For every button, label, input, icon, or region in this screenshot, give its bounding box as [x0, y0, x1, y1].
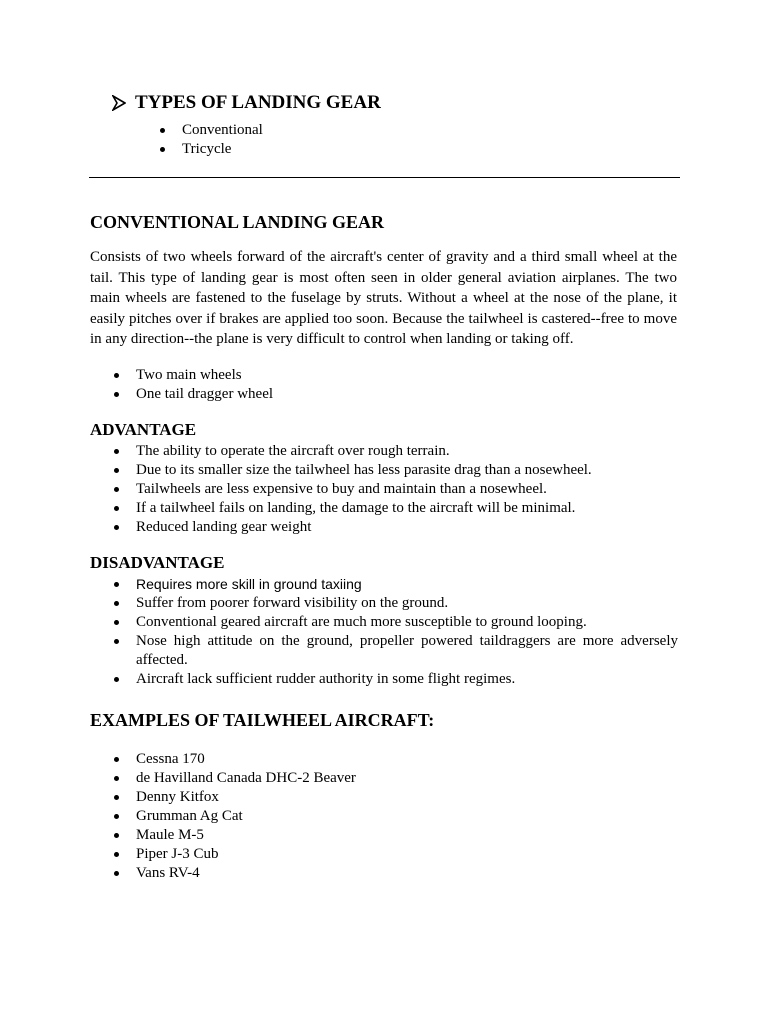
bullet-icon — [114, 852, 119, 857]
conventional-heading: CONVENTIONAL LANDING GEAR — [90, 212, 385, 232]
bullet-icon — [114, 757, 119, 762]
bullet-icon — [114, 487, 119, 492]
advantage-list — [112, 442, 678, 537]
bullet-icon — [114, 639, 119, 644]
advantage-heading: ADVANTAGE — [90, 420, 197, 439]
list-item: Nose high attitude on the ground, propeller powered taildraggers are more adversely affected. — [112, 632, 678, 670]
bullet-icon — [160, 128, 165, 133]
list-item: Tailwheels are less expensive to buy and maintain than a nosewheel. — [112, 480, 678, 499]
bullet-icon — [114, 582, 119, 587]
bullet-icon — [114, 449, 119, 454]
list-item: Aircraft lack sufficient rudder authority in some flight regimes. — [112, 670, 678, 689]
bullet-icon — [114, 776, 119, 781]
bullet-icon — [114, 601, 119, 606]
list-item: One tail dragger wheel — [112, 385, 678, 404]
list-item: Grumman Ag Cat — [112, 807, 678, 826]
disadvantage-heading: DISADVANTAGE — [90, 553, 225, 572]
list-item: Piper J-3 Cub — [112, 845, 678, 864]
bullet-icon — [114, 506, 119, 511]
examples-heading: EXAMPLES OF TAILWHEEL AIRCRAFT: — [90, 710, 435, 730]
types-list — [158, 121, 263, 159]
bullet-icon — [114, 871, 119, 876]
bullet-icon — [114, 525, 119, 530]
list-item: The ability to operate the aircraft over rough terrain. — [112, 442, 678, 461]
bullet-icon — [114, 620, 119, 625]
list-item: If a tailwheel fails on landing, the damage to the aircraft will be minimal. — [112, 499, 678, 518]
list-item: Denny Kitfox — [112, 788, 678, 807]
list-item: Cessna 170 — [112, 750, 678, 769]
list-item: Two main wheels — [112, 366, 678, 385]
bullet-icon — [114, 373, 119, 378]
bullet-icon — [114, 392, 119, 397]
list-item: Vans RV-4 — [112, 864, 678, 883]
list-item: Conventional — [158, 121, 263, 140]
list-item: Suffer from poorer forward visibility on the ground. — [112, 594, 678, 613]
arrow-bullet-icon — [112, 95, 126, 111]
list-item: Tricycle — [158, 140, 263, 159]
disadvantage-list — [112, 575, 678, 689]
list-item: Conventional geared aircraft are much more susceptible to ground looping. — [112, 613, 678, 632]
bullet-icon — [114, 468, 119, 473]
horizontal-rule — [89, 177, 680, 178]
conventional-paragraph: Consists of two wheels forward of the aircraft's center of gravity and a third small wheel at the tail. This type of landing gear is most often seen in older general aviation airplanes. The two main wheels are fastened to the fuselage by struts. Without a wheel at the nose of the plane, it easily pitches over if brakes are applied too soon. Because the tailwheel is castered--free to move in any direction--the plane is very difficult to control when landing or taking off. — [90, 249, 677, 348]
bullet-icon — [114, 795, 119, 800]
examples-list — [112, 750, 678, 883]
bullet-icon — [114, 677, 119, 682]
bullet-icon — [160, 147, 165, 152]
list-item: Due to its smaller size the tailwheel has less parasite drag than a nosewheel. — [112, 461, 678, 480]
conventional-list — [112, 366, 678, 404]
types-heading — [112, 92, 381, 114]
list-item: Maule M-5 — [112, 826, 678, 845]
list-item: Requires more skill in ground taxiing — [112, 575, 678, 594]
list-item: de Havilland Canada DHC-2 Beaver — [112, 769, 678, 788]
types-heading-text: TYPES OF LANDING GEAR — [135, 92, 381, 113]
bullet-icon — [114, 814, 119, 819]
list-item: Reduced landing gear weight — [112, 518, 678, 537]
bullet-icon — [114, 833, 119, 838]
